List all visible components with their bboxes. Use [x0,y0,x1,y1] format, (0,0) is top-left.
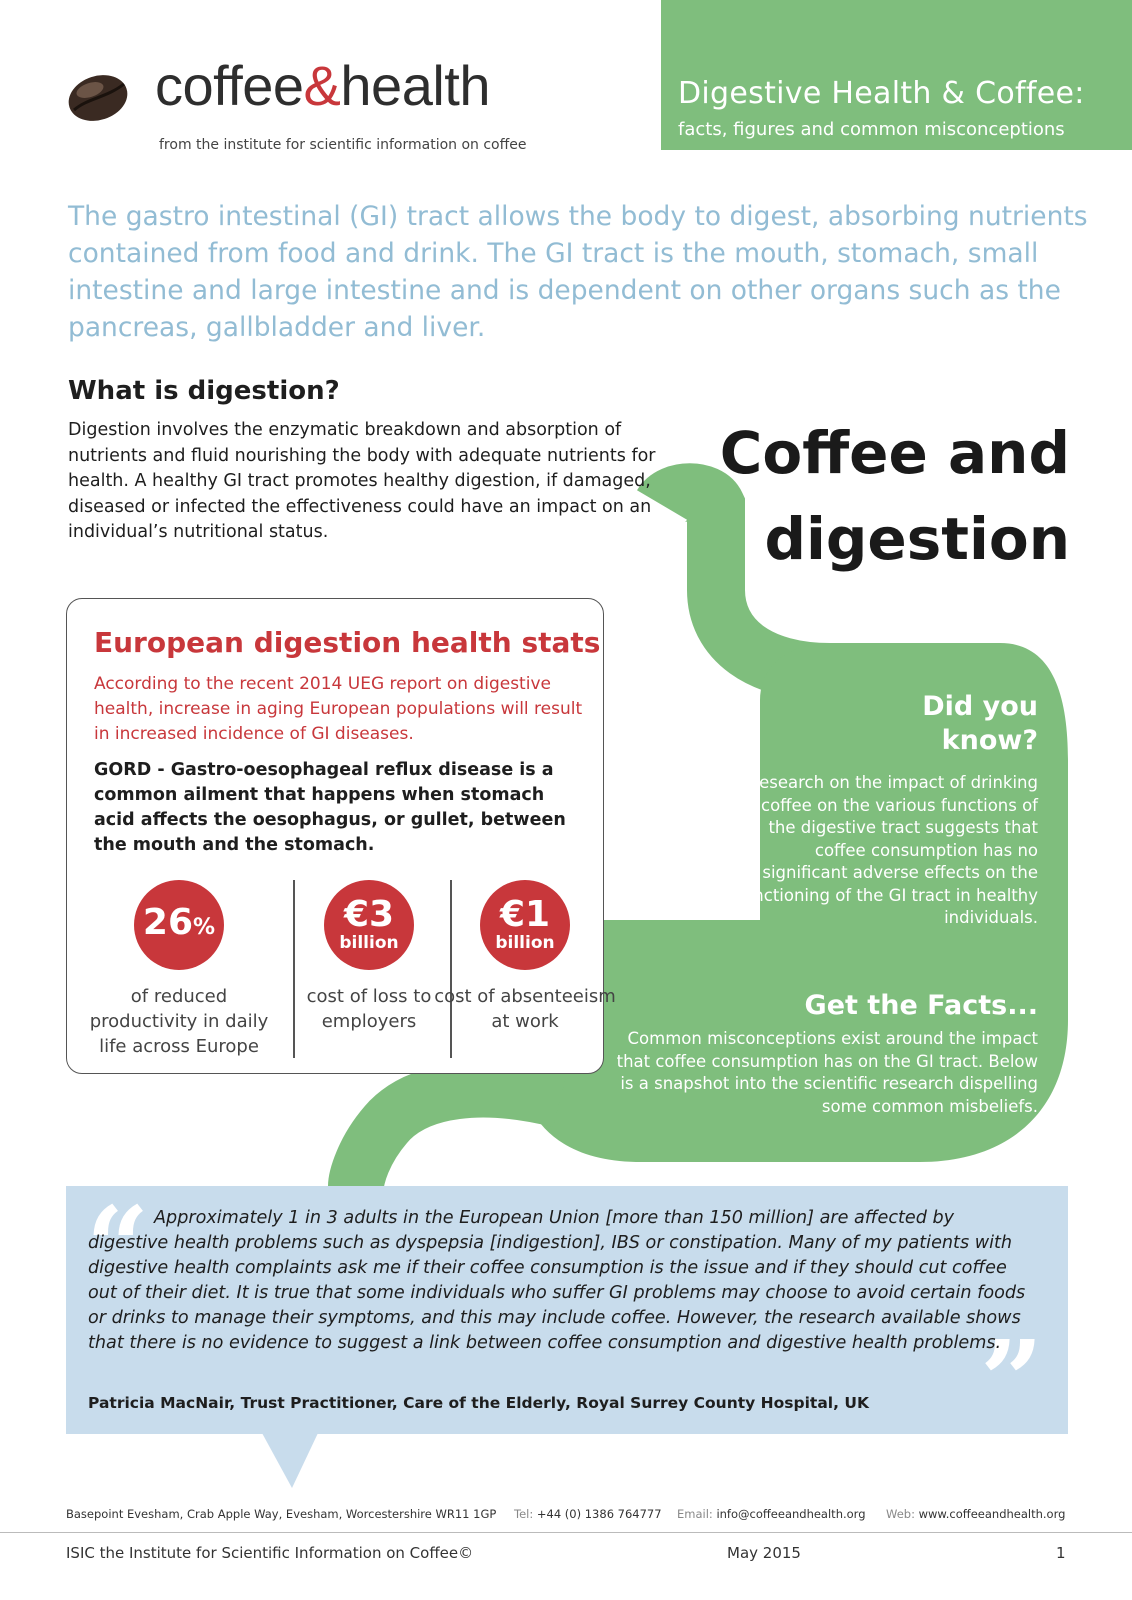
get-the-facts-body: Common misconceptions exist around the impact that coffee consumption has on the GI tract. Below is a snapshot into the scientific research dispelling some common misbeliefs. [616,1029,1038,1116]
did-you-know-body: Research on the impact of drinking coffee on the various functions of the digestive tract suggests that coffee consumption has no significant adverse effects on the functioning of the GI tract in healthy individuals. [737,773,1038,927]
footer-date: May 2015 [727,1544,801,1562]
footer-tel [514,1507,662,1521]
page-title: Digestive Health & Coffee: [678,76,1085,111]
stat-item [84,880,274,1059]
quote-author: Patricia MacNair, Trust Practitioner, Care of the Elderly, Royal Surrey County Hospital, UK [88,1394,869,1412]
logo-word-coffee: coffee [155,54,304,117]
stat-unit: billion [339,933,399,953]
heading-line-1: Coffee and [719,419,1070,487]
did-you-know-line-1: Did you [922,691,1038,722]
logo-word-health: health [340,54,490,117]
what-is-digestion-body: Digestion involves the enzymatic breakdown and absorption of nutrients and fluid nourishing the body with adequate nutrients for health. A healthy GI tract promotes healthy digestion, if damaged, diseased or infected the effectiveness could have an impact on an individual’s nutritional status. [68,420,656,542]
stat-circle [480,880,570,970]
did-you-know-line-2: know? [941,725,1038,756]
intro-paragraph: The gastro intestinal (GI) tract allows the body to digest, absorbing nutrients contained from food and drink. The GI tract is the mouth, stomach, small intestine and large intestine and is dependent on other organs such as the pancreas, gallbladder and liver. [68,201,1088,343]
logo-wordmark [155,54,490,117]
coffee-bean-logo-icon [66,72,130,124]
stats-intro: According to the recent 2014 UEG report on digestive health, increase in aging European populations will result in increased incidence of GI diseases. [94,674,583,744]
footer-tel-value: +44 (0) 1386 764777 [536,1507,662,1521]
stat-suffix: % [193,914,216,940]
page-subtitle: facts, figures and common misconceptions [678,119,1065,140]
stats-title: European digestion health stats [94,626,601,659]
logo-ampersand: & [303,54,341,117]
stat-unit: billion [495,933,555,953]
stat-item [430,880,620,1034]
quote-text: Approximately 1 in 3 adults in the European Union [more than 150 million] are affected by digestive health problems such as dyspepsia [indigestion], IBS or constipation. Many of my patients with digestive health complaints ask me if their coffee consumption is the issue and if they should cut coffee out of their diet. It is true that some individuals who suffer GI problems may choose to avoid certain foods or drinks to manage their symptoms, and this may include coffee. However, the research available shows that there is no evidence to suggest a link between coffee consumption and digestive health problems. [88,1208,1026,1353]
stats-gord-text: GORD - Gastro-oesophageal reflux disease is a common ailment that happens when stomach acid affects the oesophagus, or gullet, between the mouth and the stomach. [94,760,566,855]
stat-value [142,901,216,946]
footer-web[interactable] [886,1507,1065,1521]
footer-address: Basepoint Evesham, Crab Apple Way, Evesham, Worcestershire WR11 1GP [66,1507,497,1521]
stat-circle [324,880,414,970]
stat-label: cost of loss to employers [306,986,432,1032]
heading-line-2: digestion [764,505,1070,573]
what-is-digestion-heading: What is digestion? [68,376,340,406]
footer-organization: ISIC the Institute for Scientific Information on Coffee© [66,1544,474,1562]
stat-value: €3 [343,894,395,935]
footer-web-label: Web: [886,1507,915,1521]
coffee-and-digestion-heading [700,410,1070,582]
close-quote-mark: ” [980,1316,1044,1445]
did-you-know-heading [820,690,1038,758]
stat-circle [134,880,224,970]
stat-label: of reduced productivity in daily life across Europe [89,986,269,1057]
footer-email-link[interactable]: info@coffeeandhealth.org [716,1507,866,1521]
logo-tagline: from the institute for scientific information on coffee [159,137,527,153]
stat-label: cost of absenteeism at work [434,986,616,1032]
footer-email-label: Email: [677,1507,713,1521]
footer-tel-label: Tel: [514,1507,534,1521]
page-number: 1 [1056,1544,1066,1562]
stat-value: €1 [499,894,551,935]
get-the-facts-heading: Get the Facts... [804,990,1038,1021]
stat-number: 26 [142,901,194,943]
footer-divider [0,1532,1132,1533]
open-quote-mark: “ [86,1182,150,1311]
footer-web-link[interactable]: www.coffeeandhealth.org [918,1507,1066,1521]
footer-email[interactable] [677,1507,866,1521]
